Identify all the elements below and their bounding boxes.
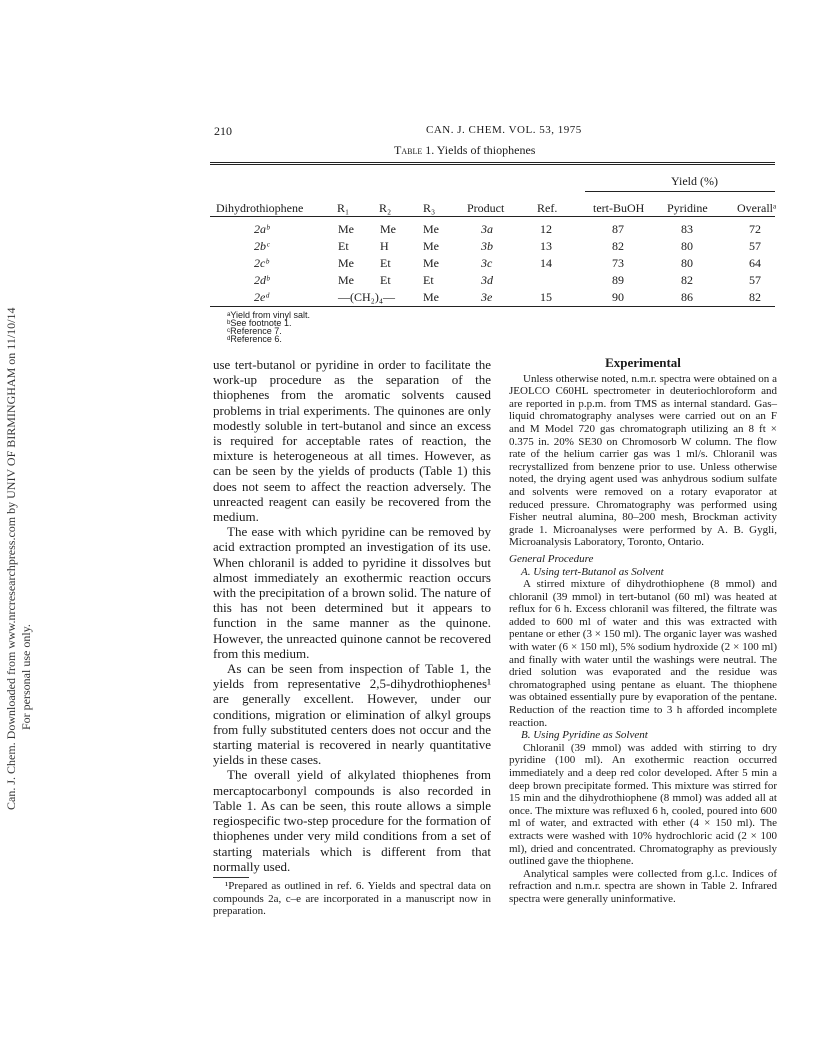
row-cell: 90 [612,290,624,304]
row-cell: —(CH₂)₄— [338,290,396,304]
row-cell: Me [423,239,439,253]
table-note: ᵈReference 6. [227,334,282,344]
row-cell: Me [338,222,354,236]
row-cell: 2bᶜ [254,239,270,253]
row-cell: 3a [481,222,493,236]
col-overall: Overallᵃ [737,201,777,215]
table-top-rule [210,162,775,165]
row-cell: H [380,239,389,253]
section-heading: Experimental [605,355,681,370]
body-paragraph: use tert-butanol or pyridine in order to facilitate the work-up procedure as the separation of the thiophenes from the aromatic solvents caused problems in trial experiments. The quinones are only modestly soluble in tert-butanol and since an excess is required for acceptable rates of reaction, the mixture is heterogeneous at all times. However, as can be seen by the yields of products (Table 1) this does not seem to affect the reaction adversely. The unreacted reagent can easily be recovered from the medium. [213,357,491,525]
page-number: 210 [214,124,232,138]
subsection-heading: B. Using Pyridine as Solvent [521,729,648,742]
body-paragraph: The ease with which pyridine can be removed by acid extraction prompted an investigation of its use. When chloranil is added to pyridine it dissolves but almost immediately an exothermic reaction occurs with the precipitation of a brown solid. The nature of this has not been determined but it appears to function in the same manner as the quinone. However, the unreacted quinone cannot be recovered from this medium. [213,524,491,661]
footnote-rule [213,877,249,878]
row-cell: Et [380,256,391,270]
table-title: Yields of thiophenes [436,143,536,157]
row-cell: Me [423,222,439,236]
row-cell: 82 [612,239,624,253]
body-paragraph: The overall yield of alkylated thiophenes from mercaptocarbonyl compounds is also recorded in Table 1. As can be seen, this route allows a simple regiospecific two-step procedure for the formation of thiophenes under very mild conditions from a set of starting materials which is different from that normally used. [213,767,491,874]
table-note: ᵃYield from vinyl salt. [227,310,311,320]
row-cell: 80 [681,239,693,253]
footnote: ¹Prepared as outlined in ref. 6. Yields and spectral data on compounds 2a, c–e are incorporated in a manuscript now in preparation. [213,880,491,917]
col-r1: R₁ [337,201,350,215]
row-cell: 89 [612,273,624,287]
row-cell: 3c [481,256,493,270]
row-cell: 57 [749,273,761,287]
row-cell: 14 [540,256,552,270]
watermark-line-2: For personal use only. [19,624,33,730]
col-tert-buoh: tert-BuOH [593,201,645,215]
row-cell: 3d [481,273,493,287]
row-cell: 12 [540,222,552,236]
table-caption [394,143,535,158]
row-cell: 2eᵈ [254,290,270,304]
row-cell: Me [423,256,439,270]
row-cell: 3b [481,239,493,253]
body-paragraph: A stirred mixture of dihydrothiophene (8 mmol) and chloranil (39 mmol) in tert-butanol (60 ml) was heated at reflux for 6 h. Excess chloranil was filtered, the filtrate was added to 600 ml of water and this was extracted with pentane or ether (3 × 150 ml). The organic layer was washed with water (6 × 150 ml), 5% sodium hydroxide (2 × 100 ml) and finally with water until the washings were neutral. The dried solution was evaporated and the residue was chromatographed using pentane as eluant. The thiophene was obtained essentially pure by evaporation of the pentane. Reduction of the reaction time to 3 h afforded incomplete reaction. [509,578,777,729]
col-pyridine: Pyridine [667,201,708,215]
row-cell: 72 [749,222,761,236]
row-cell: Me [423,290,439,304]
download-watermark [0,230,60,820]
row-cell: 82 [749,290,761,304]
table-bottom-rule [210,306,775,307]
row-cell: 2aᵇ [254,222,270,236]
row-cell: Et [423,273,434,287]
row-cell: Et [380,273,391,287]
row-cell: Me [338,273,354,287]
col-ref: Ref. [537,201,558,215]
subsection-heading: A. Using tert-Butanol as Solvent [521,565,664,578]
table-header-rule [210,216,775,217]
row-cell: 83 [681,222,693,236]
row-cell: Et [338,239,349,253]
left-column [213,357,491,874]
body-paragraph: As can be seen from inspection of Table 1, the yields from representative 2,5-dihydrothiophenes¹ are generally excellent. However, under our conditions, migration or elimination of alkyl groups from fully substituted centers does not occur and the starting material is recovered in nearly quantitative yields in these cases. [213,661,491,768]
row-cell: 15 [540,290,552,304]
yield-group-header: Yield (%) [671,174,718,188]
row-cell: Me [380,222,396,236]
col-dihydrothiophene: Dihydrothiophene [216,201,304,215]
row-cell: 86 [681,290,693,304]
row-cell: Me [338,256,354,270]
col-r3: R₃ [423,201,436,215]
body-paragraph: Chloranil (39 mmol) was added with stirring to dry pyridine (100 ml). An exothermic reaction occurred immediately and a deep red color developed. After 5 min a deep brown precipitate formed. This mixture was stirred for 15 min and the dihydrothiophene (8 mmol) was added all at once. The mixture was refluxed 6 h, cooled, poured into 600 ml of water, and extracted with ether (4 × 150 ml). The extracts were washed with 10% hydrochloric acid (2 × 100 ml), dried and concentrated. Chromatography as previously outlined gave the thiophene. [509,741,777,868]
row-cell: 82 [681,273,693,287]
table-note: ᵇSee footnote 1. [227,318,292,328]
col-product: Product [467,201,505,215]
yield-group-rule [585,191,775,192]
subsection-heading: General Procedure [509,552,594,565]
running-head: CAN. J. CHEM. VOL. 53, 1975 [426,124,582,136]
table-note: ᶜReference 7. [227,326,282,336]
row-cell: 3e [481,290,493,304]
col-r2: R₂ [379,201,392,215]
row-cell: 64 [749,256,761,270]
row-cell: 73 [612,256,624,270]
row-cell: 2dᵇ [254,273,270,287]
right-column [509,357,777,906]
body-paragraph: Analytical samples were collected from g.l.c. Indices of refraction and n.m.r. spectra are shown in Table 2. Infrared spectra were generally uninformative. [509,867,777,905]
row-cell: 87 [612,222,624,236]
row-cell: 57 [749,239,761,253]
watermark-line-1: Can. J. Chem. Downloaded from www.nrcresearchpress.com by UNIV OF BIRMINGHAM on 11/10/14 [4,307,18,810]
body-paragraph: Unless otherwise noted, n.m.r. spectra were obtained on a JEOLCO C60HL spectrometer in deuteriochloroform and are reported in p.p.m. from TMS as internal standard. Gas–liquid chromatography analyses were carried out on an F and M Model 720 gas chromatograph utilizing an 8 ft × 0.375 in. 20% SE30 on Chromosorb W column. The flow rate of the helium carrier gas was 1 ml/s. Chloranil was recrystallized from benzene prior to use. Unless otherwise noted, the drying agent used was anhydrous sodium sulfate and solvents were removed on a rotary evaporator at reduced pressure. Chromatography was performed using Fisher neutral alumina, 80–200 mesh, Brockman activity grade 1. Microanalyses were performed by A. B. Gygli, Microanalysis Laboratory, Toronto, Ontario. [509,372,777,549]
table-label: Table 1. [394,143,435,157]
row-cell: 2cᵇ [254,256,269,270]
row-cell: 80 [681,256,693,270]
row-cell: 13 [540,239,552,253]
